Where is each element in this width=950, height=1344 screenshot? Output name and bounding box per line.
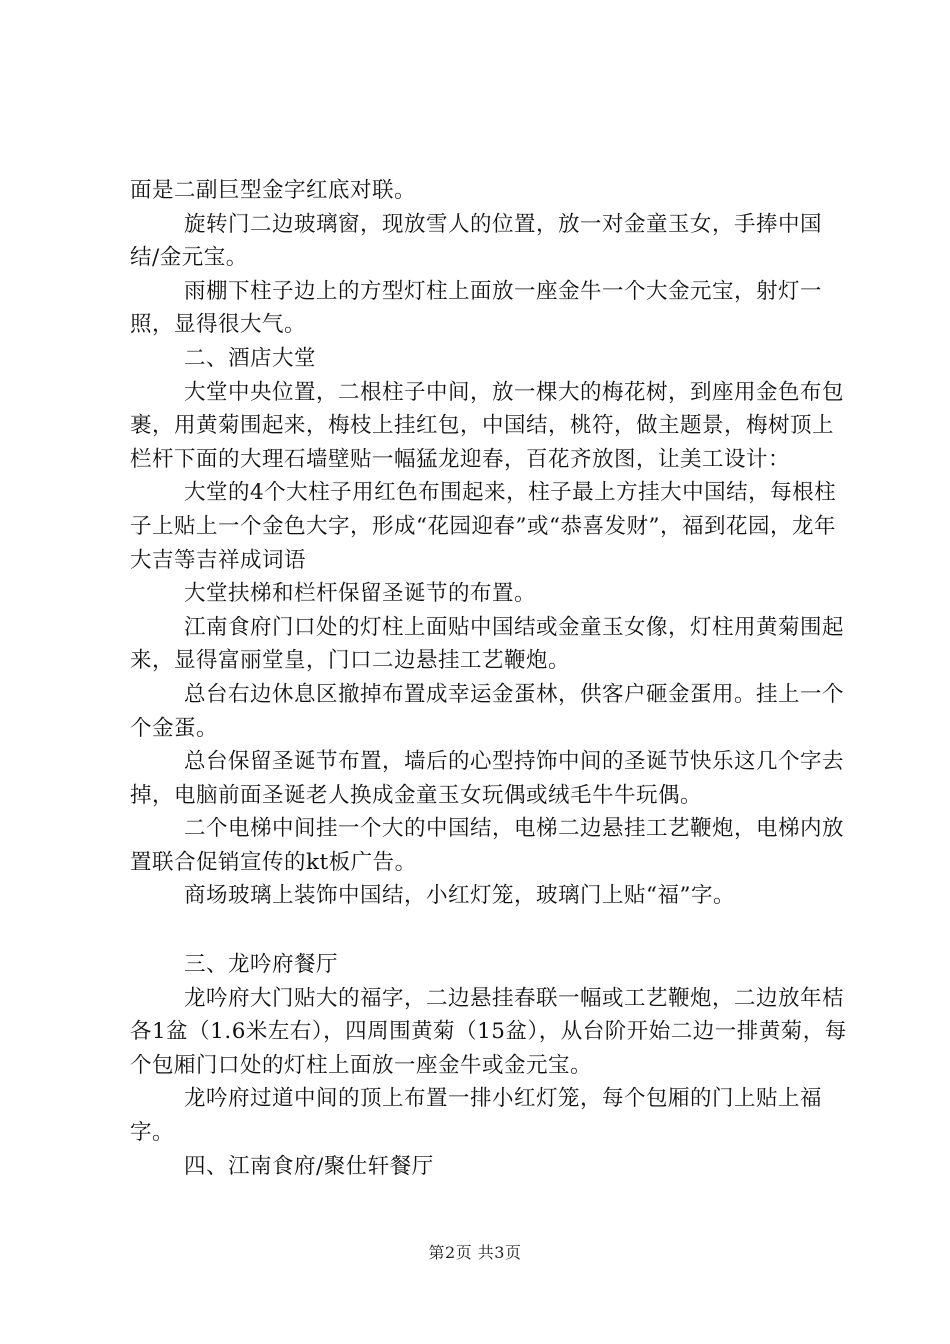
section-heading: 三、龙吟府餐厅	[184, 952, 339, 978]
paragraph: 面是二副巨型金字红底对联。	[130, 178, 417, 203]
paragraph: 大堂的4个大柱子用红色布围起来，柱子最上方挂大中国结，每根柱子上贴上一个金色大字，形成“花园迎春”或“恭喜发财”，福到花园，龙年大吉等吉祥成词语	[130, 480, 837, 573]
page-footer: 第2页 共3页	[428, 1243, 522, 1262]
paragraph: 商场玻璃上装饰中国结，小红灯笼，玻璃门上贴“福”字。	[184, 883, 735, 909]
paragraph: 旋转门二边玻璃窗，现放雪人的位置，放一对金童玉女，手捧中国结/金元宝。	[130, 211, 823, 271]
paragraph: 二个电梯中间挂一个大的中国结，电梯二边悬挂工艺鞭炮，电梯内放置联合促销宣传的kt板广告。	[130, 816, 845, 875]
paragraph: 大堂中央位置，二根柱子中间，放一棵大的梅花树，到座用金色布包裹，用黄菊围起来，梅枝上挂红包，中国结，桃符，做主题景，梅树顶上栏杆下面的大理石墙壁贴一幅猛龙迎春，百花齐放图，让美工设计：	[130, 379, 845, 472]
paragraph: 雨棚下柱子边上的方型灯柱上面放一座金牛一个大金元宝，射灯一照，显得很大气。	[130, 278, 823, 338]
paragraph: 龙吟府过道中间的顶上布置一排小红灯笼，每个包厢的门上贴上福字。	[130, 1086, 823, 1146]
paragraph: 大堂扶梯和栏杆保留圣诞节的布置。	[184, 581, 537, 607]
paragraph: 总台保留圣诞节布置，墙后的心型持饰中间的圣诞节快乐这几个字去掉，电脑前面圣诞老人换成金童玉女玩偶或绒毛牛牛玩偶。	[130, 749, 845, 808]
section-heading: 四、江南食府/聚仕轩餐厅	[184, 1153, 434, 1179]
paragraph: 江南食府门口处的灯柱上面贴中国结或金童玉女像，灯柱用黄菊围起来，显得富丽堂皇，门口二边悬挂工艺鞭炮。	[130, 614, 845, 674]
section-heading: 二、酒店大堂	[184, 345, 317, 371]
paragraph: 龙吟府大门贴大的福字，二边悬挂春联一幅或工艺鞭炮，二边放年桔各1盆（1.6米左右），四周围黄菊（15盆），从台阶开始二边一排黄菊，每个包厢门口处的灯柱上面放一座金牛或金元宝。	[130, 985, 847, 1078]
document-body	[130, 174, 850, 1183]
blank-line	[130, 913, 850, 948]
paragraph: 总台右边休息区撤掉布置成幸运金蛋林，供客户砸金蛋用。挂上一个个金蛋。	[130, 681, 845, 741]
